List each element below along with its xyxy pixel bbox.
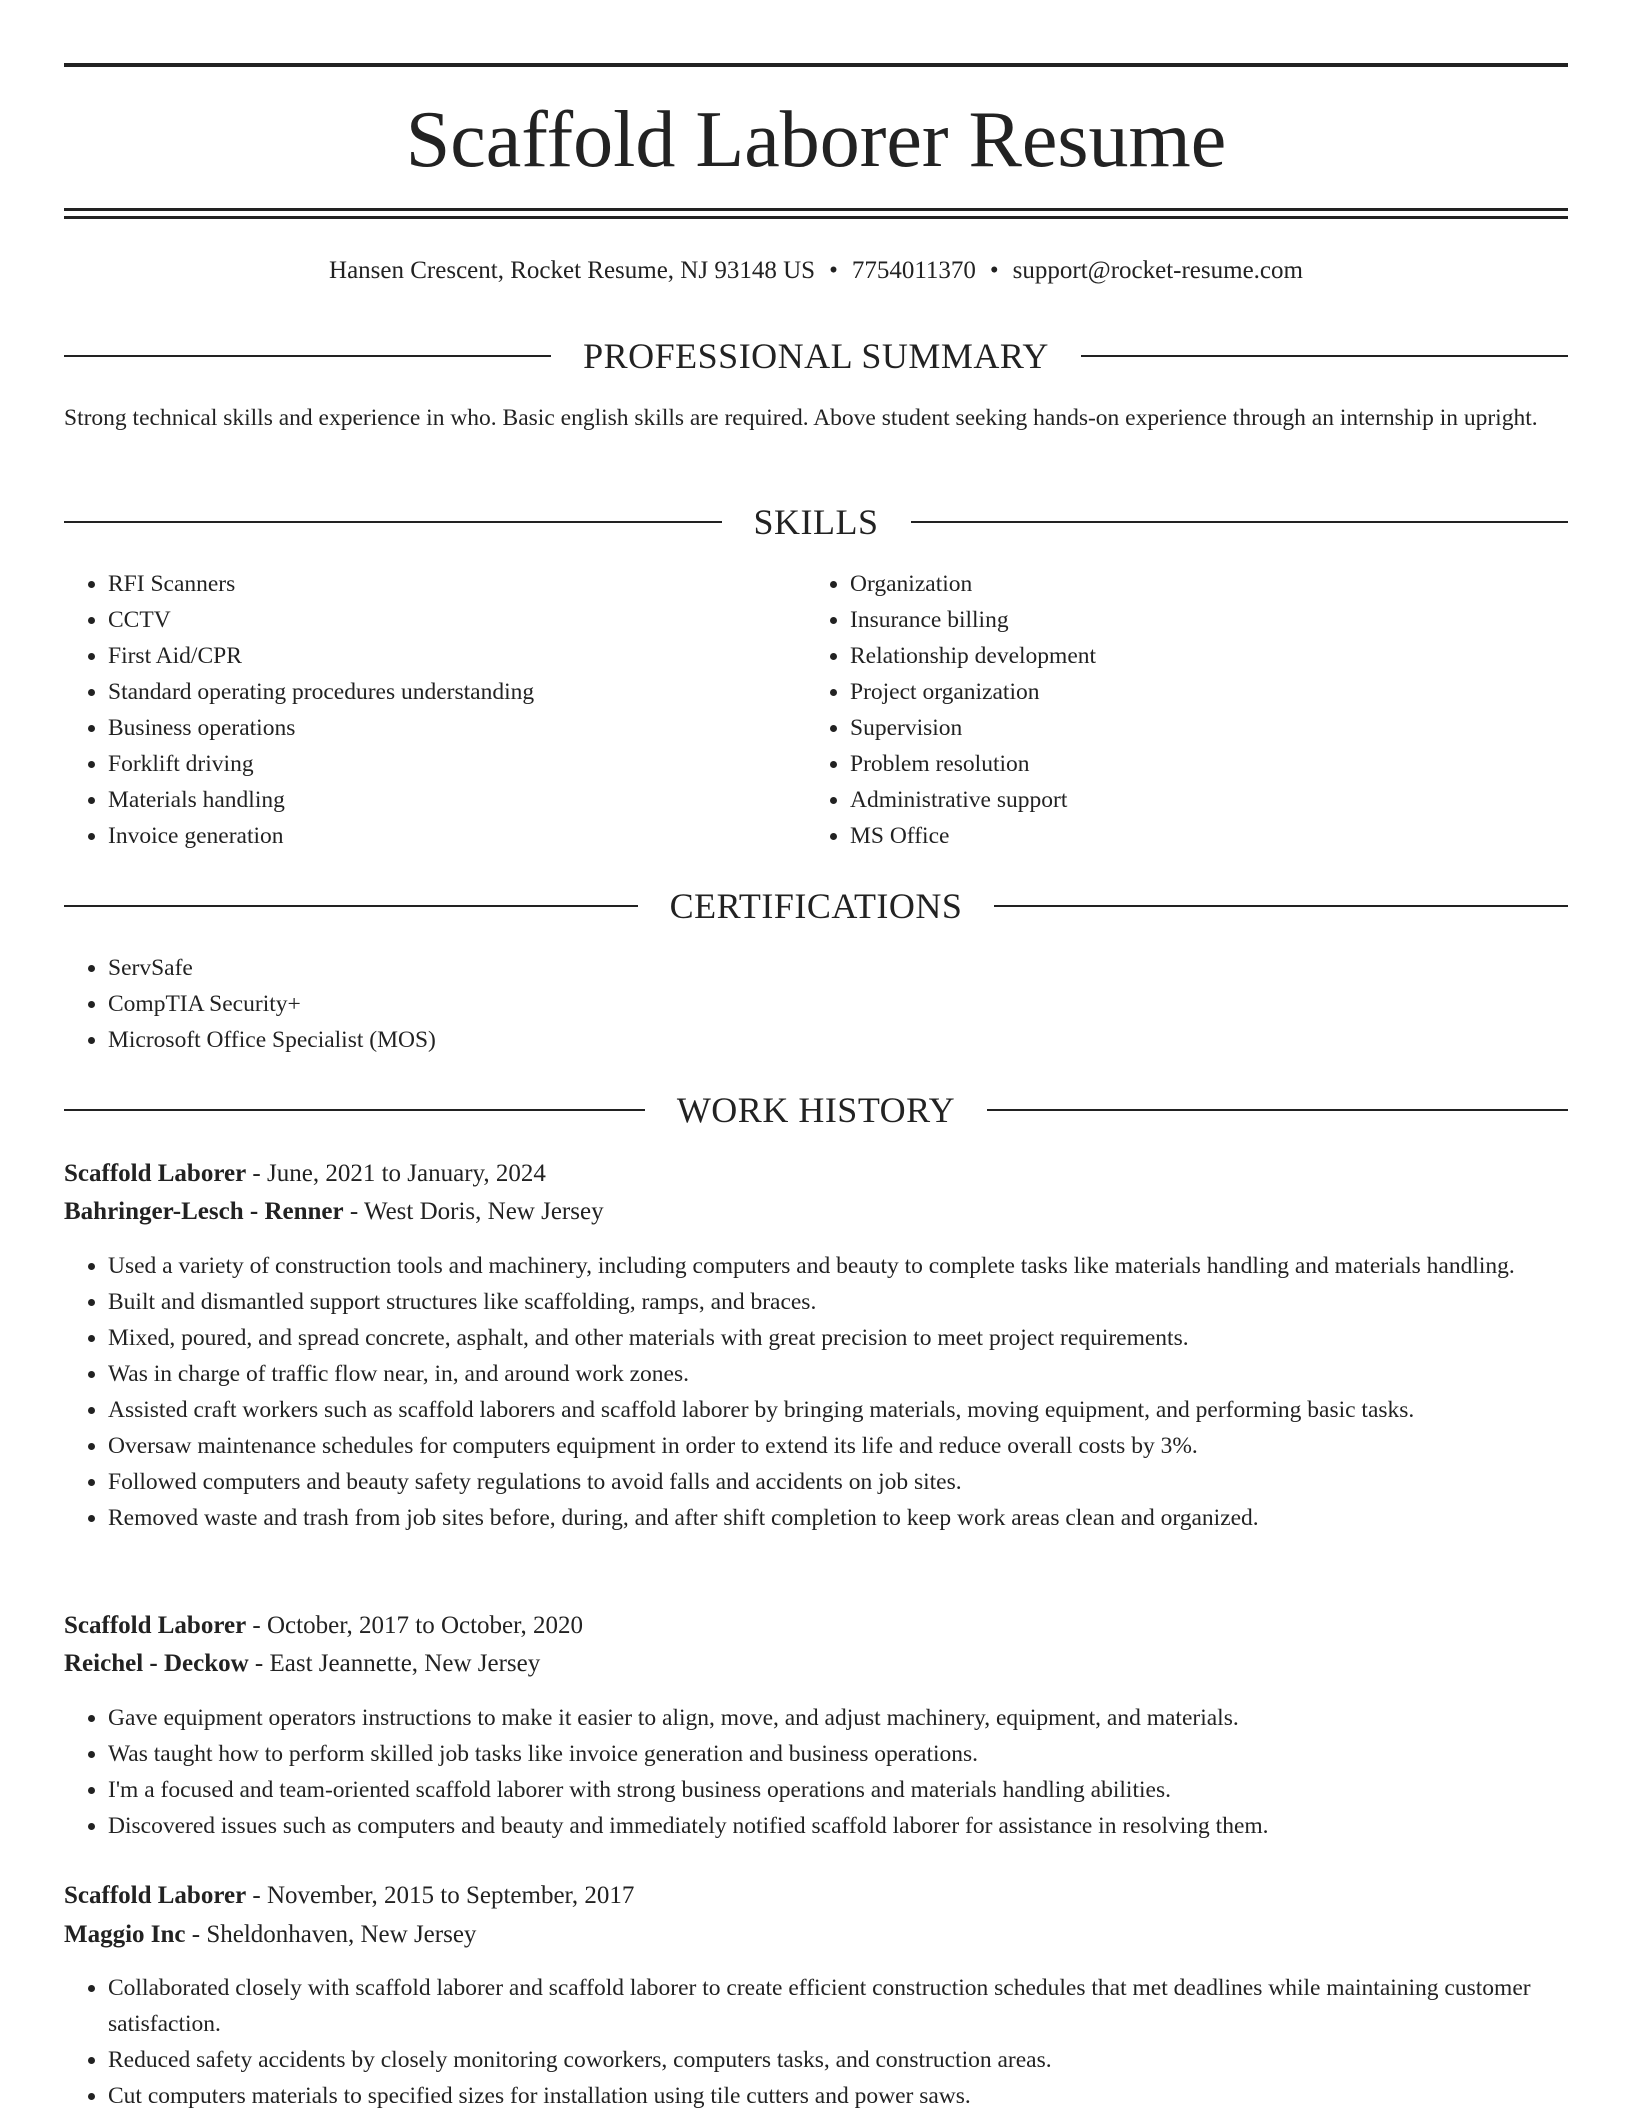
heading-rule	[64, 905, 638, 907]
section-title: CERTIFICATIONS	[669, 886, 963, 926]
job-bullet: • Discovered issues such as computers and beauty and immediately notified scaffold laborer for assistance in resolving them.	[108, 1808, 1568, 1844]
job-bullet: • Built and dismantled support structures like scaffolding, ramps, and braces.	[108, 1284, 1568, 1320]
contact-separator: •	[829, 257, 838, 284]
job-company: Bahringer-Lesch - Renner	[64, 1198, 344, 1225]
job-bullet: • Mixed, poured, and spread concrete, asphalt, and other materials with great precision to meet project requirements.	[108, 1320, 1568, 1356]
job-company-line	[64, 1917, 1568, 1953]
job-bullet: • Removed waste and trash from job sites before, during, and after shift completion to keep work areas clean and organized.	[108, 1500, 1568, 1536]
job-dates: June, 2021 to January, 2024	[267, 1160, 546, 1187]
skill-item: • CCTV	[108, 602, 808, 638]
resume-title: Scaffold Laborer Resume	[405, 96, 1227, 184]
skill-item: • MS Office	[850, 818, 1550, 854]
skill-item: • RFI Scanners	[108, 566, 808, 602]
skill-item: • Materials handling	[108, 782, 808, 818]
job-company: Maggio Inc	[64, 1921, 186, 1948]
job-bullet: • Was taught how to perform skilled job tasks like invoice generation and business operations.	[108, 1736, 1568, 1772]
job-title: Scaffold Laborer	[64, 1882, 247, 1909]
job-company-line	[64, 1646, 1568, 1682]
skill-item: • Business operations	[108, 710, 808, 746]
job-bullet: • Collaborated closely with scaffold laborer and scaffold laborer to create efficient construction schedules that met deadlines while maintaining customer satisfaction.	[108, 1970, 1568, 2042]
job-bullets	[64, 1970, 1568, 2114]
dash: -	[343, 1198, 364, 1225]
dash: -	[185, 1921, 207, 1948]
contact-email: support@rocket-resume.com	[1012, 257, 1303, 284]
job-bullet: • Assisted craft workers such as scaffold laborers and scaffold laborer by bringing materials, moving equipment, and performing basic tasks.	[108, 1392, 1568, 1428]
skill-item: • First Aid/CPR	[108, 638, 808, 674]
job-title-line	[64, 1878, 1568, 1914]
job-bullet: • Oversaw maintenance schedules for computers equipment in order to extend its life and reduce overall costs by 3%.	[108, 1428, 1568, 1464]
job-title: Scaffold Laborer	[64, 1612, 247, 1639]
job-bullet: • Reduced safety accidents by closely monitoring coworkers, computers tasks, and construction areas.	[108, 2042, 1568, 2078]
contact-phone: 7754011370	[851, 257, 976, 284]
job-title-line	[64, 1608, 1568, 1644]
summary-text: Strong technical skills and experience in who. Basic english skills are required. Above student seeking hands-on experience through an internship in upright.	[64, 405, 1538, 431]
job-bullet: • I'm a focused and team-oriented scaffold laborer with strong business operations and materials handling abilities.	[108, 1772, 1568, 1808]
skill-item: • Standard operating procedures understanding	[108, 674, 808, 710]
title-rule-lower	[64, 216, 1568, 219]
heading-rule	[64, 521, 722, 523]
top-rule	[64, 63, 1568, 67]
job-location: East Jeannette, New Jersey	[269, 1650, 541, 1677]
skills-list-right	[806, 566, 1550, 854]
job-bullet: • Was in charge of traffic flow near, in, and around work zones.	[108, 1356, 1568, 1392]
skill-item: • Relationship development	[850, 638, 1550, 674]
certifications-list	[64, 950, 1568, 1058]
section-title: SKILLS	[753, 502, 879, 542]
section-title: PROFESSIONAL SUMMARY	[583, 336, 1049, 376]
section-heading-certifications	[64, 884, 1568, 928]
job-dates: October, 2017 to October, 2020	[267, 1612, 583, 1639]
job-location: Sheldonhaven, New Jersey	[206, 1921, 477, 1948]
heading-rule	[1081, 355, 1568, 357]
skill-item: • Administrative support	[850, 782, 1550, 818]
skill-item: • Problem resolution	[850, 746, 1550, 782]
dash: -	[246, 1882, 267, 1909]
job-bullets	[64, 1248, 1568, 1536]
skill-item: • Forklift driving	[108, 746, 808, 782]
skills-list-left	[64, 566, 808, 854]
skill-item: • Invoice generation	[108, 818, 808, 854]
job-bullet: • Used a variety of construction tools and machinery, including computers and beauty to complete tasks like materials handling and materials handling.	[108, 1248, 1568, 1284]
job-location: West Doris, New Jersey	[363, 1198, 604, 1225]
title-rule-upper	[64, 208, 1568, 211]
heading-rule	[64, 355, 551, 357]
section-title: WORK HISTORY	[676, 1090, 956, 1130]
job-bullets	[64, 1700, 1568, 1844]
job-bullet: • Followed computers and beauty safety regulations to avoid falls and accidents on job sites.	[108, 1464, 1568, 1500]
contact-line	[64, 254, 1568, 288]
skill-item: • Supervision	[850, 710, 1550, 746]
section-heading-skills	[64, 500, 1568, 544]
certification-item: • CompTIA Security+	[108, 986, 1568, 1022]
contact-address: Hansen Crescent, Rocket Resume, NJ 93148 US	[329, 257, 816, 284]
job-bullet: • Gave equipment operators instructions to make it easier to align, move, and adjust machinery, equipment, and materials.	[108, 1700, 1568, 1736]
heading-rule	[994, 905, 1568, 907]
section-heading-work-history	[64, 1088, 1568, 1132]
heading-rule	[911, 521, 1569, 523]
job-dates: November, 2015 to September, 2017	[267, 1882, 635, 1909]
dash: -	[246, 1612, 267, 1639]
job-title-line	[64, 1156, 1568, 1192]
dash: -	[246, 1160, 267, 1187]
skill-item: • Project organization	[850, 674, 1550, 710]
skill-item: • Insurance billing	[850, 602, 1550, 638]
certification-item: • ServSafe	[108, 950, 1568, 986]
job-title: Scaffold Laborer	[64, 1160, 247, 1187]
heading-rule	[987, 1109, 1568, 1111]
certification-item: • Microsoft Office Specialist (MOS)	[108, 1022, 1568, 1058]
skill-item: • Organization	[850, 566, 1550, 602]
job-bullet: • Cut computers materials to specified sizes for installation using tile cutters and power saws.	[108, 2078, 1568, 2114]
contact-separator: •	[989, 257, 999, 284]
heading-rule	[64, 1109, 645, 1111]
section-heading-summary	[64, 334, 1568, 378]
job-company-line	[64, 1194, 1568, 1230]
dash: -	[248, 1650, 270, 1677]
job-company: Reichel - Deckow	[64, 1650, 249, 1677]
